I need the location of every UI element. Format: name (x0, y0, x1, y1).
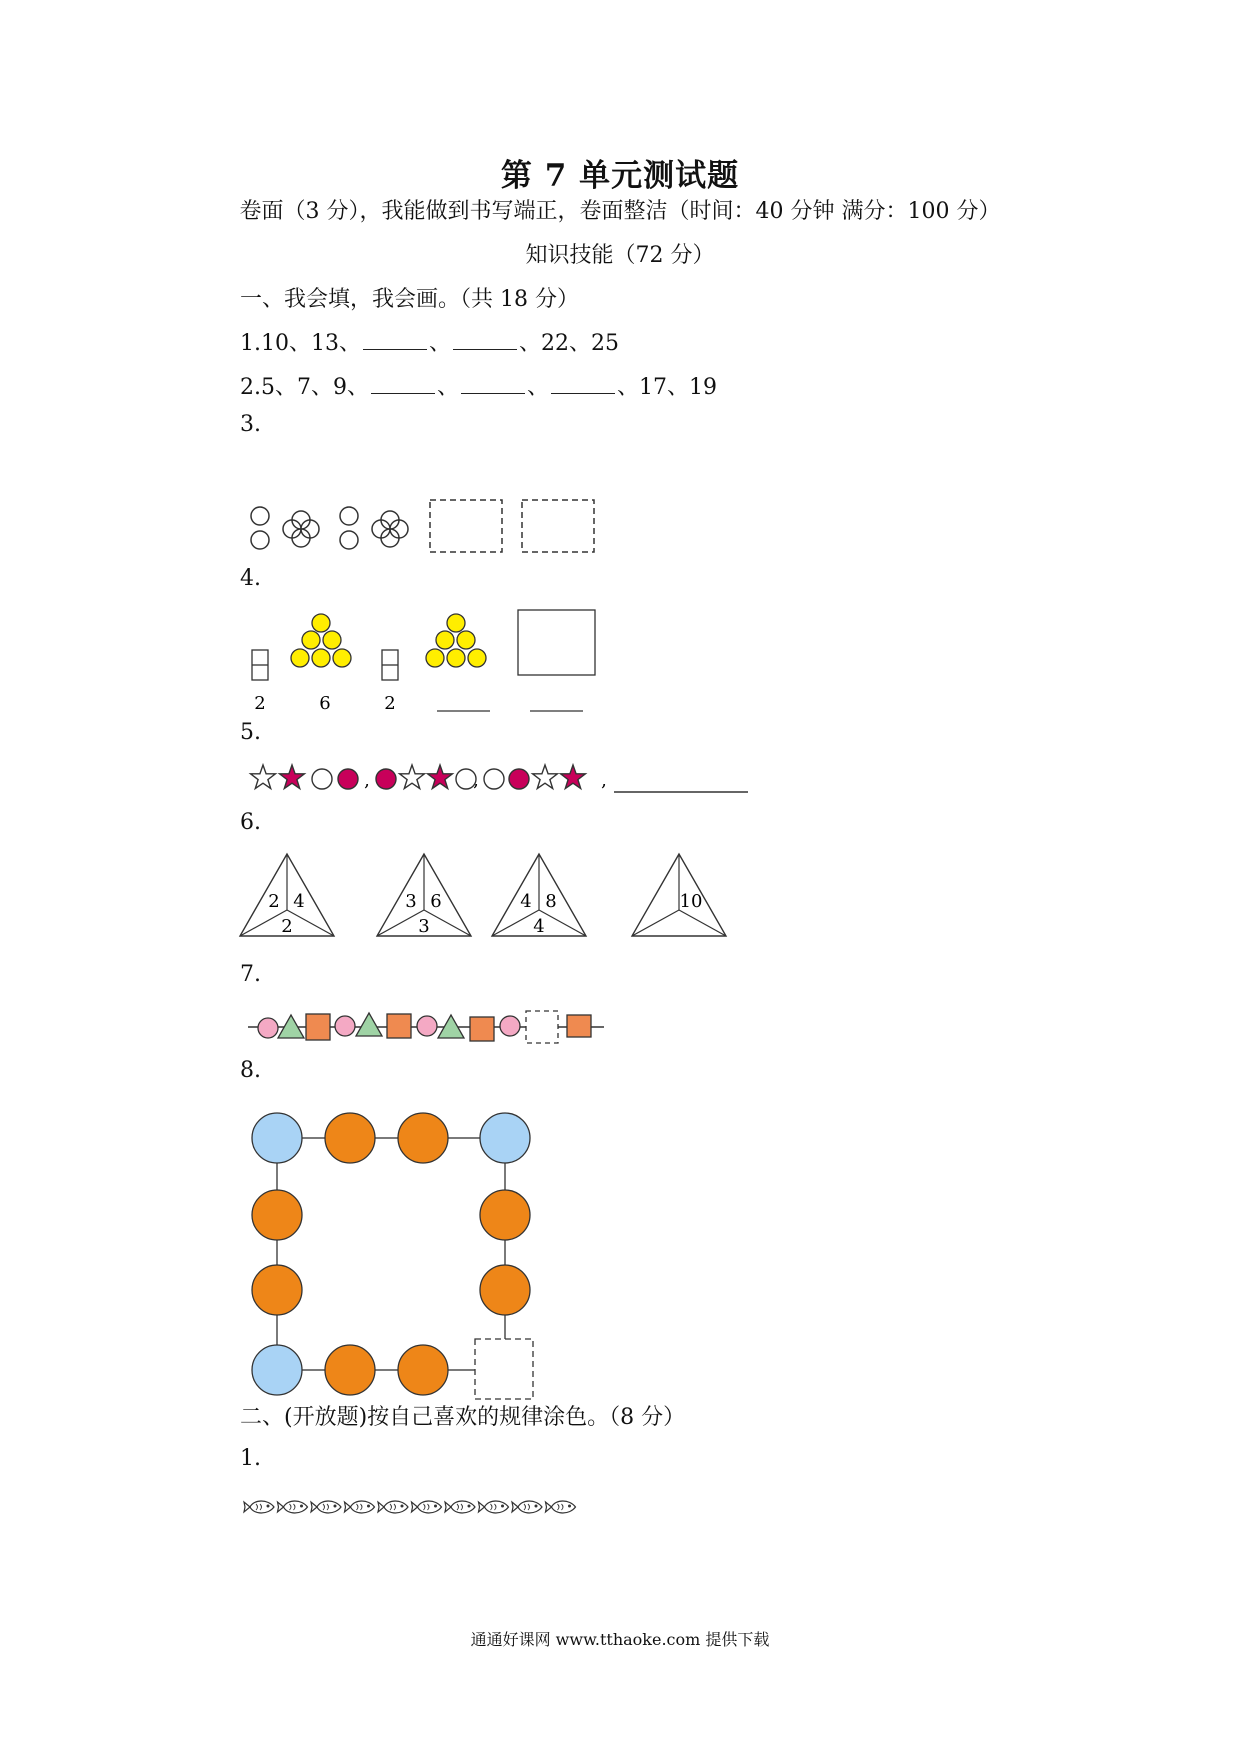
circle-icon (509, 769, 529, 789)
answer-box[interactable] (475, 1339, 533, 1399)
star-icon (428, 765, 453, 789)
part1-heading: 一、我会填，我会画。（共 18 分） (240, 287, 579, 312)
number-triangle (377, 854, 471, 937)
comma: , (364, 770, 370, 791)
triangle-number-left: 3 (405, 891, 417, 912)
star-icon (251, 765, 276, 789)
circle-icon (338, 769, 358, 789)
triangle-number-right: 4 (293, 891, 305, 912)
circle-icon (325, 1345, 375, 1395)
question-3-number: 3. (240, 412, 261, 437)
question-1: 1.10、13、 、 、22、25 (240, 331, 619, 356)
triangle-icon (356, 1013, 382, 1036)
part2-question-1-number: 1. (240, 1446, 261, 1471)
star-icon (400, 765, 425, 789)
four-circles-icon (372, 511, 408, 547)
star-icon (533, 765, 558, 789)
square-icon (387, 1014, 411, 1038)
fish-icon[interactable] (244, 1501, 274, 1513)
fish-icon[interactable] (546, 1501, 576, 1513)
question-5-number: 5. (240, 720, 261, 745)
answer-box[interactable] (430, 500, 502, 552)
comma: , (473, 770, 479, 791)
fish-icon[interactable] (345, 1501, 375, 1513)
circle-icon (480, 1265, 530, 1315)
circle-icon (340, 507, 358, 549)
circle-icon (335, 1016, 355, 1036)
label: 2 (384, 693, 396, 714)
circle-icon (251, 507, 269, 549)
question-8-figure (240, 1100, 540, 1400)
circle-icon (325, 1113, 375, 1163)
star-icon (561, 765, 586, 789)
triangle-number-bottom: 4 (533, 916, 545, 937)
square-icon (306, 1014, 330, 1040)
answer-blank[interactable] (363, 331, 427, 350)
answer-blank[interactable] (461, 375, 525, 394)
exam-subtitle: 卷面（3 分），我能做到书写端正，卷面整洁（时间：40 分钟 满分：100 分） (239, 199, 1001, 224)
triangle-number-left: 2 (268, 891, 280, 912)
answer-box[interactable] (518, 610, 595, 675)
answer-box[interactable] (526, 1011, 558, 1043)
triangle-number-right: 10 (679, 891, 703, 912)
fish-icon[interactable] (445, 1501, 475, 1513)
circle-icon (484, 769, 504, 789)
circle-icon (376, 769, 396, 789)
answer-blank[interactable] (371, 375, 435, 394)
question-5-figure (240, 758, 760, 798)
label: 6 (319, 693, 331, 714)
circle-icon (417, 1016, 437, 1036)
square-icon (567, 1015, 591, 1037)
number-triangle (632, 854, 726, 936)
circle-icon (500, 1016, 520, 1036)
fish-icon[interactable] (512, 1501, 542, 1513)
answer-box[interactable] (522, 500, 594, 552)
section-heading: 知识技能（72 分） (525, 243, 715, 268)
yellow-circle-triangle (426, 614, 486, 667)
page-title: 第 7 单元测试题 (500, 158, 740, 194)
label: 2 (254, 693, 266, 714)
question-8-number: 8. (240, 1058, 261, 1083)
page-footer: 通通好课网 www.tthaoke.com 提供下载 (470, 1630, 770, 1649)
question-4-figure (240, 608, 610, 718)
dot-domino-icon (252, 650, 268, 680)
comma: , (601, 770, 607, 791)
number-triangle (240, 854, 334, 937)
fish-icon[interactable] (311, 1501, 341, 1513)
question-4-number: 4. (240, 566, 261, 591)
answer-blank[interactable] (551, 375, 615, 394)
triangle-number-right: 8 (545, 891, 557, 912)
question-7-figure (240, 1003, 620, 1053)
triangle-number-bottom: 2 (281, 916, 293, 937)
triangle-number-bottom: 3 (418, 916, 430, 937)
circle-icon (252, 1265, 302, 1315)
question-3-figure (240, 498, 620, 558)
star-icon (280, 765, 305, 789)
circle-icon (480, 1190, 530, 1240)
question-6-number: 6. (240, 810, 261, 835)
circle-icon (312, 769, 332, 789)
question-7-number: 7. (240, 962, 261, 987)
circle-icon (252, 1345, 302, 1395)
circle-icon (398, 1345, 448, 1395)
triangle-number-left: 4 (520, 891, 532, 912)
square-icon (470, 1017, 494, 1041)
circle-icon (252, 1113, 302, 1163)
question-2: 2.5、7、9、 、 、 、17、19 (240, 375, 718, 400)
circle-icon (398, 1113, 448, 1163)
part2-heading: 二、(开放题)按自己喜欢的规律涂色。（8 分） (240, 1405, 686, 1430)
circle-icon (480, 1113, 530, 1163)
dot-domino-icon (382, 650, 398, 680)
triangle-number-right: 6 (430, 891, 442, 912)
fish-row[interactable] (240, 1493, 620, 1523)
question-6-figure (240, 852, 800, 952)
answer-blank[interactable] (453, 331, 517, 350)
fish-icon[interactable] (412, 1501, 442, 1513)
fish-icon[interactable] (378, 1501, 408, 1513)
fish-icon[interactable] (278, 1501, 308, 1513)
circle-icon (258, 1018, 278, 1038)
yellow-circle-triangle (291, 614, 351, 667)
fish-icon[interactable] (479, 1501, 509, 1513)
circle-icon (252, 1190, 302, 1240)
number-triangle (492, 854, 586, 937)
four-circles-icon (283, 511, 319, 547)
